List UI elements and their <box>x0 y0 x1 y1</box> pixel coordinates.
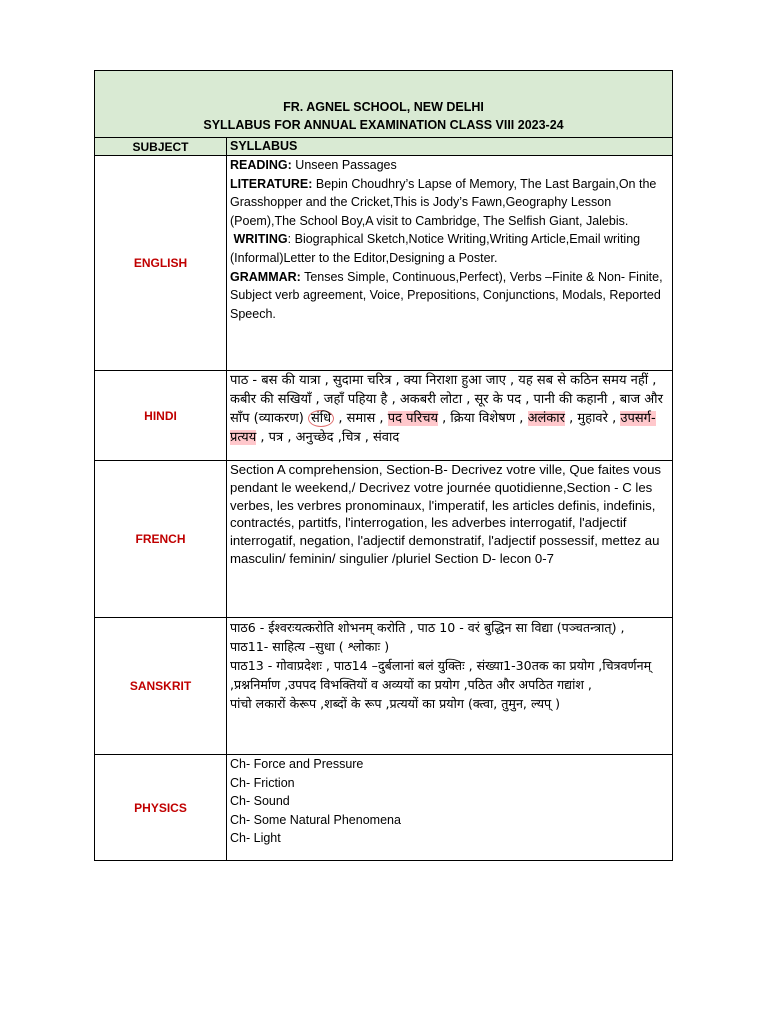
hindi-text-4: , मुहावरे , <box>569 411 617 426</box>
reading-label: READING: <box>230 158 292 172</box>
subject-hindi: HINDI <box>95 371 227 460</box>
hindi-text-2: , समास , <box>338 411 384 426</box>
physics-chapter: Ch- Sound <box>230 794 290 809</box>
reading-text: Unseen Passages <box>291 158 397 172</box>
table-header <box>95 71 672 138</box>
hindi-text-3: , क्रिया विशेषण , <box>442 411 524 426</box>
subject-physics: PHYSICS <box>95 755 227 860</box>
syllabus-table <box>94 70 673 861</box>
syllabus-sanskrit <box>227 618 672 754</box>
literature-text: Bepin Choudhry’s Lapse of Memory, The Last Bargain,On the Grasshopper and the Cricket,This is Jody’s Fawn,Geography Lesson (Poem),The School Boy,A visit to Cambridge, The Selfish Giant, Jalebis. <box>230 176 657 228</box>
syllabus-french: Section A comprehension, Section-B- Decrivez votre ville, Que faites vous pendant le weekend,/ Decrivez votre journée quotidienne,Section - C les verbes, les verbres pronominaux, l'imperatif, les articles definis, indefinis, contractés, partitfs, l'interrogation, les adverbes interrogatif, l'adjectif interrogatif, negation, l'adjectif demonstratif, l'adjectif possessif, mettez au masculin/ feminin/ singulier /pluriel Section D- lecon 0-7 <box>230 462 661 566</box>
syllabus-hindi <box>227 371 672 460</box>
table-row-french <box>95 461 672 618</box>
subject-sanskrit: SANSKRIT <box>95 618 227 754</box>
physics-chapter: Ch- Friction <box>230 775 295 790</box>
grammar-text: Tenses Simple, Continuous,Perfect), Verbs –Finite & Non- Finite, Subject verb agreement, Voice, Prepositions, Conjunctions, Modals, Reported Speech. <box>230 269 663 321</box>
syllabus-physics <box>227 755 672 860</box>
subject-french: FRENCH <box>95 461 227 617</box>
hindi-sandhi-circled: संधि <box>308 410 334 427</box>
sanskrit-line-1: पाठ6 - ईश्वरःयत्करोति शोभनम् करोति , पाठ 10 - वरं बुद्धिन सा विद्या (पञ्चतन्त्रात्) , <box>230 620 625 635</box>
table-row-physics <box>95 755 672 860</box>
writing-label: WRITING <box>233 232 288 247</box>
hindi-text-1: पाठ - बस की यात्रा , सुदामा चरित्र , क्या निराशा हुआ जाए , यह सब से कठिन समय नहीं , कबीर की सखियाँ , जहाँ पहिया है , अकबरी लोटा , सूर के पद , पानी की कहानी , बाज और साँप (व्याकरण) <box>230 373 663 426</box>
syllabus-column-header: SYLLABUS <box>230 139 298 153</box>
sanskrit-line-2: पाठ11- साहित्य –सुधा ( श्लोकाः ) <box>230 639 390 654</box>
literature-label: LITERATURE: <box>230 176 313 191</box>
syllabus-title: SYLLABUS FOR ANNUAL EXAMINATION CLASS VIII 2023-24 <box>203 118 564 132</box>
writing-text: : Biographical Sketch,Notice Writing,Writing Article,Email writing (Informal)Letter to the Editor,Designing a Poster. <box>230 232 641 265</box>
sanskrit-line-4: पांचो लकारों केरूप ,शब्दों के रूप ,प्रत्ययों का प्रयोग (क्त्वा, तुमुन, ल्यप् ) <box>230 696 561 711</box>
school-name: FR. AGNEL SCHOOL, NEW DELHI <box>283 100 484 114</box>
grammar-label: GRAMMAR: <box>230 269 301 284</box>
syllabus-english <box>227 156 672 370</box>
column-header-row <box>95 138 672 156</box>
table-row-sanskrit <box>95 618 672 755</box>
hindi-text-5: , पत्र , अनुच्छेद ,चित्र , संवाद <box>260 430 400 445</box>
hindi-upsarg-highlight: उपसर्ग-प्रत्यय <box>230 411 656 445</box>
hindi-pad-parichay-highlight: पद परिचय <box>387 411 438 426</box>
physics-chapter: Ch- Light <box>230 831 281 846</box>
physics-chapter: Ch- Some Natural Phenomena <box>230 812 401 827</box>
hindi-alankar-highlight: अलंकार <box>527 411 565 426</box>
subject-english: ENGLISH <box>95 156 227 370</box>
table-row-hindi <box>95 371 672 461</box>
table-row-english <box>95 156 672 371</box>
physics-chapter: Ch- Force and Pressure <box>230 757 364 771</box>
subject-column-header: SUBJECT <box>95 138 227 155</box>
sanskrit-line-3: पाठ13 - गोवाप्रदेशः , पाठ14 –दुर्बलानां बलं युक्तिः , संख्या1-30तक का प्रयोग ,चित्रवर्णनम् ,प्रश्ननिर्माण ,उपपद विभक्तियों व अव्ययों का प्रयोग ,पठित और अपठित गद्यांश , <box>230 658 652 692</box>
